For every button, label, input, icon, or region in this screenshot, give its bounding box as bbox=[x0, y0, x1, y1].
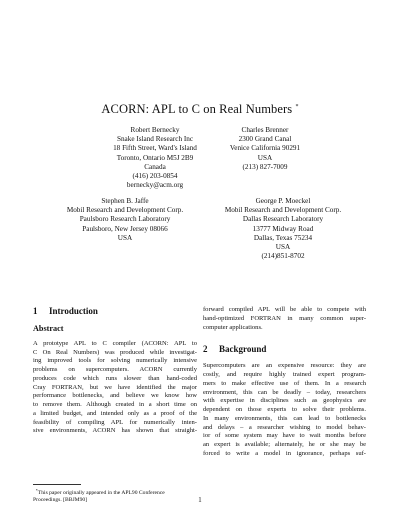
text-line: Cray FORTRAN, but we have identified the major bbox=[33, 383, 197, 391]
author-city: Toronto, Ontario M5J 2B9 bbox=[116, 153, 194, 162]
author-country: Canada bbox=[144, 162, 166, 171]
paper-title-text: ACORN: APL to C on Real Numbers bbox=[101, 102, 293, 116]
text-line: an expert is available; alternately, he or she may be bbox=[203, 441, 366, 448]
section-number: 1 bbox=[33, 306, 38, 316]
author-name: Stephen B. Jaffe bbox=[101, 197, 149, 205]
left-column bbox=[33, 306, 197, 436]
text-line: hand-optimized FORTRAN in many common super- bbox=[203, 314, 366, 322]
footnote-text-2: Proceedings. [BBJM90] bbox=[33, 497, 88, 504]
text-line: problems on supercomputers. ACORN currently bbox=[33, 366, 197, 373]
author-phone: (213) 827-7009 bbox=[242, 162, 288, 171]
author-name: George P. Moeckel bbox=[255, 197, 311, 205]
text-line: dependent on those experts to solve their problems. bbox=[203, 406, 366, 413]
text-line: forward compiled APL will be able to compete with bbox=[203, 306, 366, 313]
author-address: 13777 Midway Road bbox=[252, 224, 314, 233]
text-line: produces code which runs slower than hand-coded bbox=[33, 374, 197, 382]
author-block-bernecky bbox=[85, 126, 225, 190]
text-line: environment, this can be deadly – today, researchers bbox=[203, 388, 366, 396]
text-line: with expertise in disciplines such as geophysics are bbox=[203, 397, 366, 405]
author-name: Charles Brenner bbox=[241, 126, 289, 134]
text-line: forced to write a model in ignorance, perhaps suf- bbox=[203, 449, 366, 457]
author-city: Paulsboro, New Jersey 08066 bbox=[82, 224, 168, 233]
author-country: USA bbox=[275, 243, 291, 252]
text-line: Supercomputers are an expensive resource: they are bbox=[203, 362, 366, 370]
text-line: ing improved tools for solving numerically intensive bbox=[33, 357, 197, 365]
intro-continuation-paragraph bbox=[203, 306, 366, 332]
author-country: USA bbox=[257, 153, 273, 162]
author-block-brenner bbox=[210, 126, 320, 172]
text-line: costly, and require highly trained expert program- bbox=[203, 371, 366, 378]
background-paragraph bbox=[203, 362, 366, 458]
author-affiliation: Mobil Research and Development Corp. bbox=[66, 206, 184, 215]
abstract-heading: Abstract bbox=[33, 324, 64, 333]
paper-title bbox=[0, 102, 400, 117]
author-country: USA bbox=[117, 233, 133, 242]
text-line: performance bottlenecks, and believe we know how bbox=[33, 392, 197, 400]
text-line: feasibility of compiling APL for numerically inten- bbox=[33, 418, 197, 426]
author-phone: (214)851-8702 bbox=[261, 252, 305, 261]
section-heading-introduction bbox=[33, 306, 197, 317]
author-name: Robert Bernecky bbox=[130, 126, 180, 134]
author-block-moeckel bbox=[208, 197, 358, 261]
text-line: and delays – a researcher wishing to model behav- bbox=[203, 423, 366, 431]
author-affiliation: Snake Island Research Inc bbox=[116, 135, 194, 144]
text-line: sive environments, ACORN has shown that straight- bbox=[33, 427, 197, 435]
section-title: Background bbox=[219, 344, 267, 355]
author-city: Venice California 90291 bbox=[229, 144, 301, 153]
text-line: to remove them. Although created in a short time on bbox=[33, 401, 197, 408]
text-line: C On Real Numbers) was produced while investigat- bbox=[33, 348, 197, 356]
author-affiliation: Mobil Research and Development Corp. bbox=[224, 206, 342, 215]
section-title: Introduction bbox=[49, 306, 98, 316]
right-column bbox=[203, 306, 366, 459]
footnote-line bbox=[33, 487, 197, 497]
text-line: a limited budget, and intended only as a proof of the bbox=[33, 409, 197, 417]
author-email: bernecky@acm.org bbox=[126, 181, 184, 190]
section-heading-background bbox=[203, 344, 366, 355]
author-phone: (416) 203-0854 bbox=[132, 172, 178, 181]
text-line: ior of some system may have to wait months before bbox=[203, 432, 366, 440]
text-line: computer applications. bbox=[203, 323, 263, 331]
author-block-jaffe bbox=[50, 197, 200, 243]
text-line: A prototype APL to C compiler (ACORN: APL to bbox=[33, 339, 197, 347]
text-line: In many environments, this can lead to bottlenecks bbox=[203, 414, 366, 422]
footnote-mark: * bbox=[35, 488, 38, 493]
author-city: Dallas, Texas 75234 bbox=[253, 233, 313, 242]
author-lab: Dallas Research Laboratory bbox=[242, 215, 324, 224]
author-lab: Paulsboro Research Laboratory bbox=[79, 215, 171, 224]
text-line: mers to make effective use of them. In a research bbox=[203, 379, 366, 387]
title-footnote-mark: * bbox=[295, 104, 299, 110]
section-number: 2 bbox=[203, 344, 208, 355]
footnote-text-1: This paper originally appeared in the APL90 Conference bbox=[37, 490, 165, 496]
author-address: 2300 Grand Canal bbox=[238, 135, 292, 144]
page-number: 1 bbox=[198, 497, 202, 504]
footnote-divider bbox=[33, 484, 81, 485]
abstract-paragraph bbox=[33, 340, 197, 436]
author-address: 18 Fifth Street, Ward's Island bbox=[113, 144, 197, 153]
